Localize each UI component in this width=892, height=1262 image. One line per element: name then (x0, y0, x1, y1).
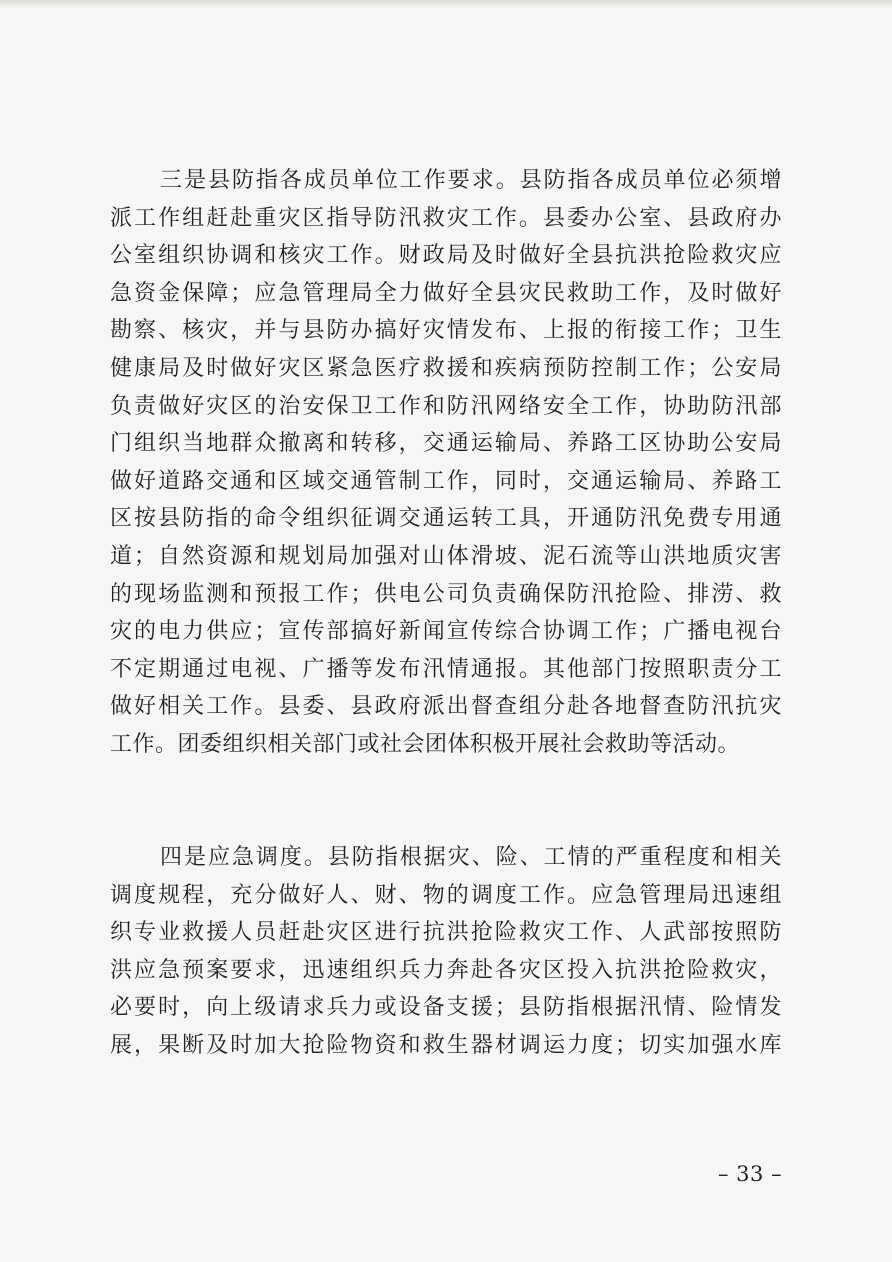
text-line: 做好道路交通和区域交通管制工作，同时，交通运输局、养路工 (110, 468, 782, 494)
text-line: 工作。团委组织相关部门或社会团体积极开展社会救助等活动。 (110, 731, 741, 757)
text-line: 洪应急预案要求，迅速组织兵力奔赴各灾区投入抗洪抢险救灾， (110, 957, 782, 983)
text-line: 健康局及时做好灾区紧急医疗救援和疾病预防控制工作；公安局 (110, 355, 782, 381)
page-number: – 33 – (718, 1162, 783, 1186)
text-line: 做好相关工作。县委、县政府派出督查组分赴各地督查防汛抗灾 (110, 694, 782, 720)
text-line: 门组织当地群众撤离和转移，交通运输局、养路工区协助公安局 (110, 431, 782, 457)
text-line: 勘察、核灾，并与县防办搞好灾情发布、上报的衔接工作；卫生 (110, 318, 782, 344)
paragraph-2 (110, 839, 782, 1065)
text-line: 四是应急调度。县防指根据灾、险、工情的严重程度和相关 (160, 845, 782, 870)
text-line: 派工作组赶赴重灾区指导防汛救灾工作。县委办公室、县政府办 (110, 205, 782, 231)
text-line: 必要时，向上级请求兵力或设备支援；县防指根据汛情、险情发 (110, 995, 782, 1021)
text-line: 调度规程，充分做好人、财、物的调度工作。应急管理局迅速组 (110, 882, 782, 908)
text-line: 急资金保障；应急管理局全力做好全县灾民救助工作，及时做好 (110, 280, 782, 306)
text-line: 三是县防指各成员单位工作要求。县防指各成员单位必须增 (160, 168, 782, 193)
text-line: 不定期通过电视、广播等发布汛情通报。其他部门按照职责分工 (110, 656, 782, 682)
text-line: 灾的电力供应；宣传部搞好新闻宣传综合协调工作；广播电视台 (110, 619, 782, 645)
text-line: 道；自然资源和规划局加强对山体滑坡、泥石流等山洪地质灾害 (110, 543, 782, 569)
text-line: 织专业救援人员赶赴灾区进行抗洪抢险救灾工作、人武部按照防 (110, 920, 782, 946)
text-line: 公室组织协调和核灾工作。财政局及时做好全县抗洪抢险救灾应 (110, 243, 782, 269)
scan-edge (0, 0, 892, 8)
text-line: 的现场监测和预报工作；供电公司负责确保防汛抢险、排涝、救 (110, 581, 782, 607)
paragraph-1 (110, 162, 782, 764)
text-line: 展，果断及时加大抢险物资和救生器材调运力度；切实加强水库 (110, 1032, 782, 1058)
text-line: 区按县防指的命令组织征调交通运转工具，开通防汛免费专用通 (110, 506, 782, 532)
text-line: 负责做好灾区的治安保卫工作和防汛网络安全工作，协助防汛部 (110, 393, 782, 419)
